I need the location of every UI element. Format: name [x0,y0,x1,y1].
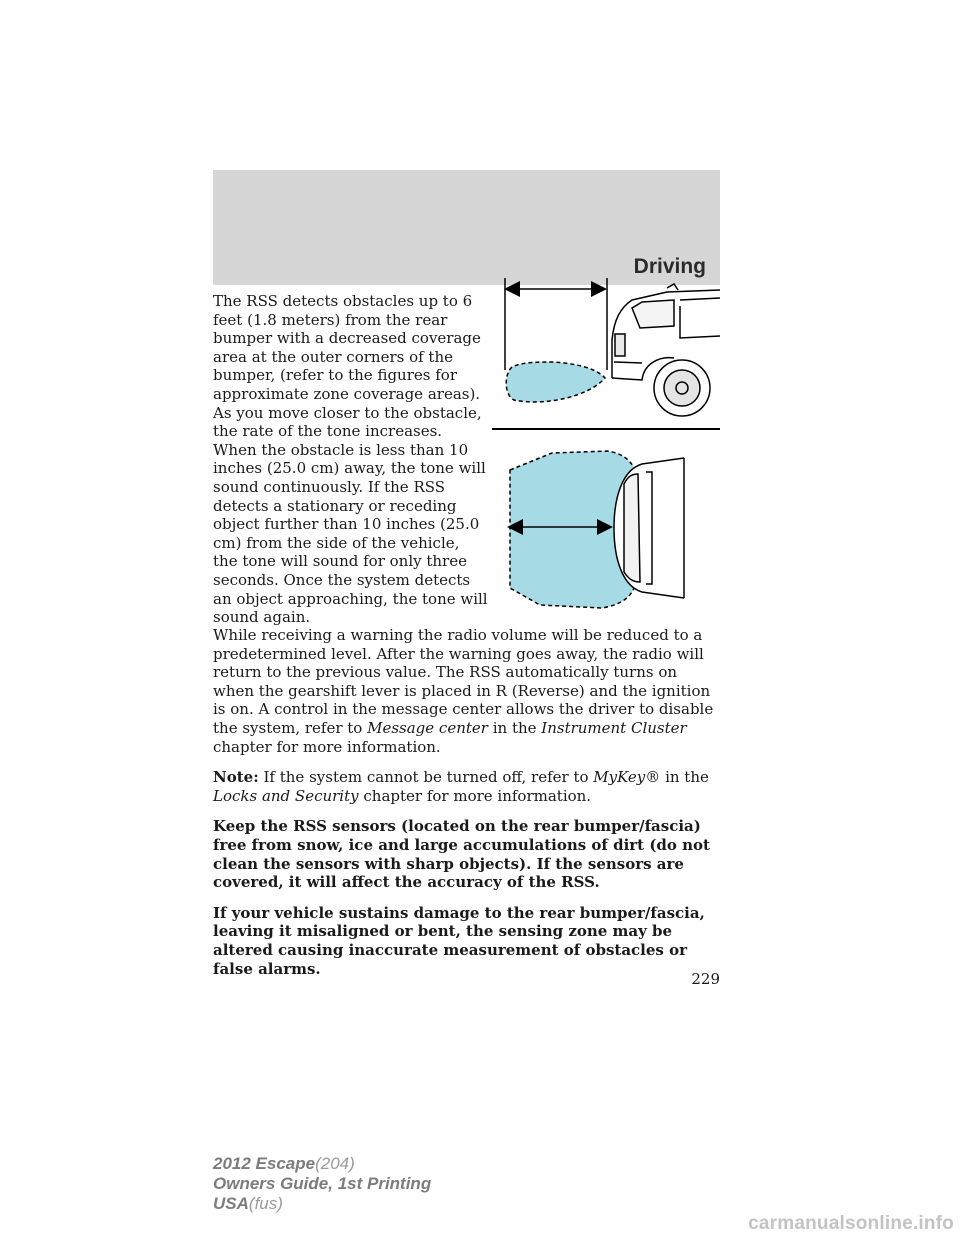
paragraph-text: in the [660,768,709,787]
footer-guide: Owners Guide, 1st Printing [213,1174,432,1193]
paragraph-text: in the [487,718,542,737]
paragraph-text: chapter for more information. [213,737,441,756]
footer-market-line [213,1194,431,1214]
paragraph-text: While receiving a warning the radio volume will be reduced to a predetermined level. After the warning goes away, the radio will return to the previous value. The RSS automatically turns on when the gearshift lever is placed in R (Reverse) and the ignition is on. A control in the message center allows the driver to disable the system, refer to [213,626,714,737]
locks-security-reference: Locks and Security [213,786,359,805]
vehicle-top-icon [614,458,684,598]
site-watermark: carmanualsonline.info [748,1213,954,1234]
side-detection-zone [506,362,605,402]
section-header-band [213,170,720,285]
document-footer [213,1154,431,1214]
arrow-right-icon [591,281,607,297]
footer-market-code: (fus) [248,1194,283,1213]
rss-top-view-figure [492,448,720,613]
vehicle-rear-icon [612,284,720,416]
paragraph-text: If the system cannot be turned off, refer to [258,768,594,787]
mykey-reference: MyKey® [593,768,661,787]
page-number: 229 [691,970,720,988]
footer-model-code: (204) [315,1154,355,1173]
section-title: Driving [633,255,706,278]
rss-side-view-figure [492,278,720,436]
paragraph-text: chapter for more information. [358,786,592,805]
footer-market: USA [213,1194,249,1213]
message-center-reference: Message center [367,718,488,737]
body-text [213,626,720,990]
instrument-cluster-reference: Instrument Cluster [541,718,687,737]
bumper-damage-warning: If your vehicle sustains damage to the rear bumper/fascia, leaving it misaligned or bent, the sensing zone may be altered causing inaccurate measurement of obstacles or false alarms. [213,903,705,978]
arrow-left-icon [504,281,520,297]
sensor-care-warning: Keep the RSS sensors (located on the rear bumper/fascia) free from snow, ice and large accumulations of dirt (do not clean the sensors with sharp objects). If the sensors are covered, it will affect the accuracy of the RSS. [213,817,710,892]
footer-model: 2012 Escape [213,1154,316,1173]
note-label: Note: [213,768,259,787]
intro-paragraph: The RSS detects obstacles up to 6 feet (1.8 meters) from the rear bumper with a decreased coverage area at the outer corners of the bumper, (refer to the figures for approximate zone coverage areas). As you move closer to the obstacle, the rate of the tone increases. When the obstacle is less than 10 inches (25.0 cm) away, the tone will sound continuously. If the RSS detects a stationary or receding object further than 10 inches (25.0 cm) from the side of the vehicle, the tone will sound for only three seconds. Once the system detects an object approaching, the tone will sound again. [213,292,488,627]
note-paragraph [213,768,720,805]
radio-volume-paragraph [213,626,720,756]
footer-model-line [213,1154,431,1174]
